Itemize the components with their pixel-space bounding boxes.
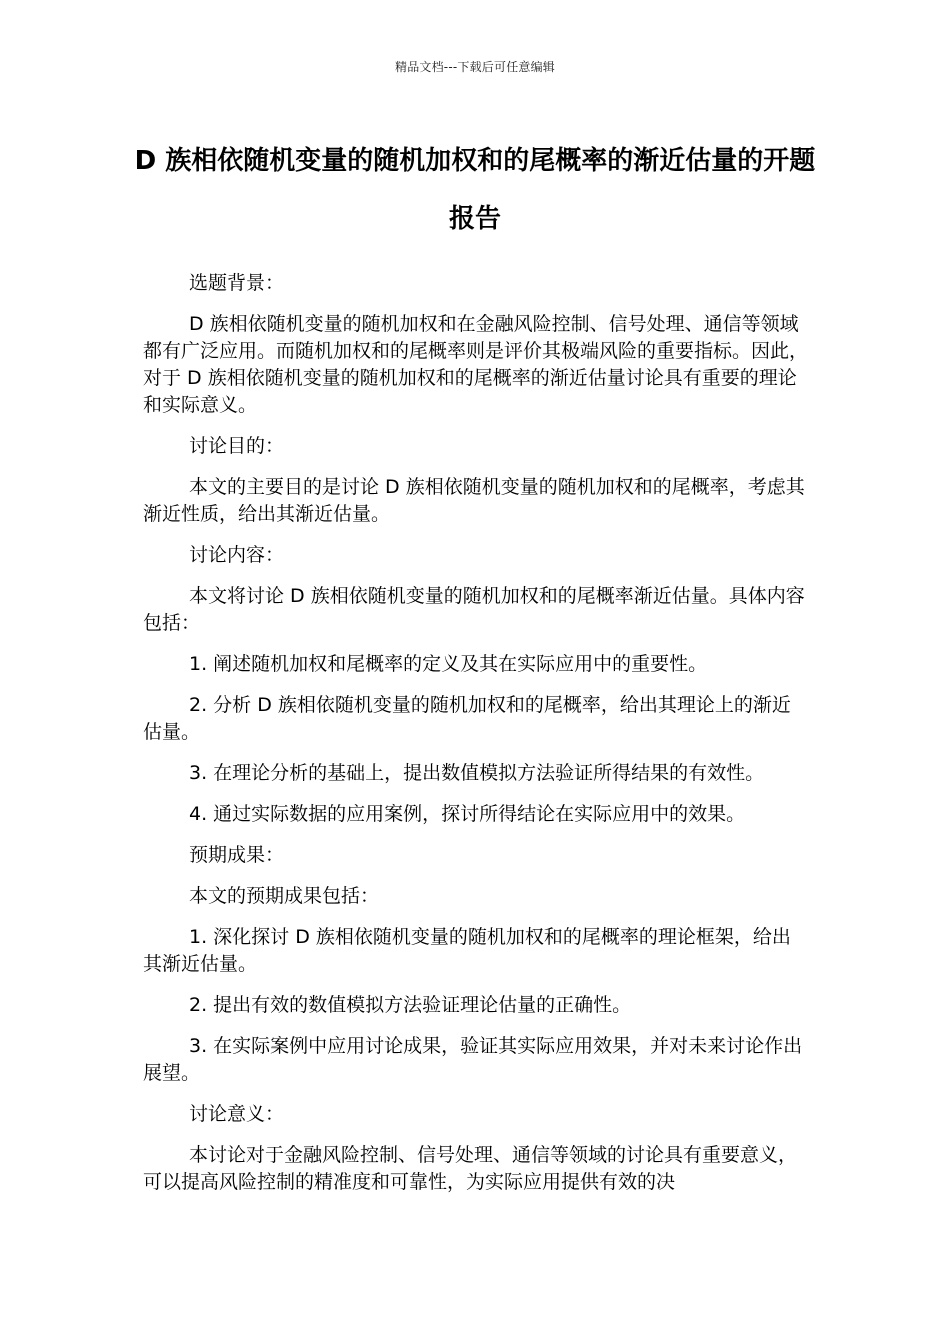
paragraph-background: D 族相依随机变量的随机加权和在金融风险控制、信号处理、通信等领域都有广泛应用。而随机加权和的尾概率则是评价其极端风险的重要指标。因此，对于 D 族相依随机变量的随机加权和的尾概率的渐近估量讨论具有重要的理论和实际意义。	[143, 313, 809, 416]
document-body	[143, 270, 808, 1210]
section-heading-significance: 讨论意义：	[189, 1103, 285, 1125]
paragraph-content-intro: 本文将讨论 D 族相依随机变量的随机加权和的尾概率渐近估量。具体内容包括：	[143, 585, 805, 634]
list-item: 1. 阐述随机加权和尾概率的定义及其在实际应用中的重要性。	[189, 653, 708, 675]
paragraph-purpose: 本文的主要目的是讨论 D 族相依随机变量的随机加权和的尾概率，考虑其渐近性质，给出其渐近估量。	[143, 476, 805, 525]
section-heading-purpose: 讨论目的：	[189, 435, 285, 457]
list-item: 3. 在实际案例中应用讨论成果，验证其实际应用效果，并对未来讨论作出展望。	[143, 1035, 803, 1084]
list-item: 1. 深化探讨 D 族相依随机变量的随机加权和的尾概率的理论框架，给出其渐近估量。	[143, 926, 791, 975]
document-title: D 族相依随机变量的随机加权和的尾概率的渐近估量的开题报告	[134, 146, 816, 234]
paragraph-outcomes-intro: 本文的预期成果包括：	[189, 885, 380, 907]
list-item: 2. 分析 D 族相依随机变量的随机加权和的尾概率，给出其理论上的渐近估量。	[143, 694, 791, 743]
paragraph-significance: 本讨论对于金融风险控制、信号处理、通信等领域的讨论具有重要意义，可以提高风险控制的精准度和可靠性，为实际应用提供有效的决	[143, 1144, 798, 1193]
list-item: 2. 提出有效的数值模拟方法验证理论估量的正确性。	[189, 994, 632, 1016]
section-heading-background: 选题背景：	[189, 272, 285, 294]
list-item: 4. 通过实际数据的应用案例，探讨所得结论在实际应用中的效果。	[189, 803, 746, 825]
section-heading-outcomes: 预期成果：	[189, 844, 285, 866]
header-note: 精品文档---下载后可任意编辑	[395, 60, 555, 74]
section-heading-content: 讨论内容：	[189, 544, 285, 566]
list-item: 3. 在理论分析的基础上，提出数值模拟方法验证所得结果的有效性。	[189, 762, 765, 784]
